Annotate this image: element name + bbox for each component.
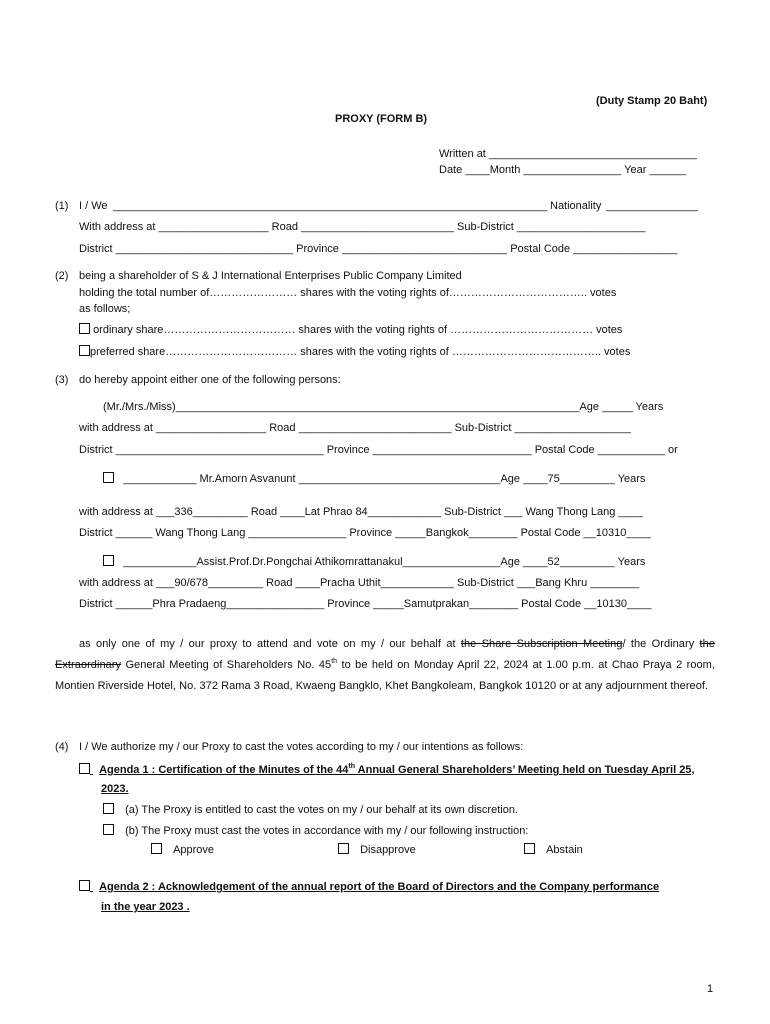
proxy2-district: District ______ Wang Thong Lang ________________ Province _____Bangkok________ Postal Code __10310____ bbox=[79, 527, 651, 539]
struck-share-subscription: the Share Subscription Meeting bbox=[460, 638, 623, 650]
abstain-option bbox=[524, 843, 583, 856]
proxy2-checkbox[interactable] bbox=[103, 472, 114, 483]
section2-number: (2) bbox=[55, 270, 69, 282]
agenda1-title-a: Agenda 1 : Certification of the Minutes of the 44 bbox=[99, 764, 349, 776]
proxy3-checkbox[interactable] bbox=[103, 555, 114, 566]
option-a-checkbox[interactable] bbox=[103, 803, 114, 814]
approve-label: Approve bbox=[173, 844, 215, 856]
proxy-para-text-1: as only one of my / our proxy to attend and vote on my / our behalf at bbox=[79, 638, 461, 650]
date-field[interactable]: Date ____Month ________________ Year ______ bbox=[439, 164, 687, 176]
address-field[interactable]: With address at __________________ Road _________________________ Sub-District _____________________ bbox=[79, 221, 646, 233]
disapprove-checkbox[interactable] bbox=[338, 843, 349, 854]
proxy2-checkbox-row bbox=[103, 472, 645, 485]
form-title: PROXY (FORM B) bbox=[335, 113, 428, 125]
disapprove-label: Disapprove bbox=[360, 844, 416, 856]
proxy3-name: ____________Assist.Prof.Dr.Pongchai Athikomrattanakul________________Age ____52_________ Years bbox=[123, 556, 646, 568]
section1-number: (1) bbox=[55, 200, 69, 212]
agenda1-title-b: Annual General Shareholders’ Meeting held on Tuesday April 25, bbox=[355, 764, 695, 776]
ordinal-suffix: th bbox=[331, 658, 338, 665]
option-a-row bbox=[103, 803, 518, 816]
option-b-label: (b) The Proxy must cast the votes in accordance with my / our following instruction: bbox=[125, 825, 529, 837]
proxy-para-text-3: General Meeting of Shareholders No. 45 bbox=[121, 659, 332, 671]
struck-extraordinary: the Extraordinary bbox=[55, 638, 715, 671]
preferred-share-checkbox[interactable] bbox=[79, 345, 90, 356]
ordinary-share-checkbox[interactable] bbox=[79, 323, 90, 334]
agenda2-checkbox[interactable] bbox=[79, 880, 90, 891]
section3-number: (3) bbox=[55, 374, 69, 386]
nationality-field[interactable]: _______________ bbox=[606, 200, 698, 212]
preferred-share-label: preferred share……………………………… shares with the voting rights of ………………………………….. votes bbox=[90, 346, 631, 358]
agenda1-checkbox[interactable] bbox=[79, 763, 90, 774]
option-a-label: (a) The Proxy is entitled to cast the votes on my / our behalf at its own discretion. bbox=[125, 804, 518, 816]
i-we-label: I / We bbox=[79, 200, 108, 212]
approve-checkbox[interactable] bbox=[151, 843, 162, 854]
proxy1-district-field[interactable]: District __________________________________ Province __________________________ Postal Code ___________ or bbox=[79, 444, 678, 456]
proxy1-name-field[interactable]: (Mr./Mrs./Miss)__________________________________________________________________Age _____ Years bbox=[103, 401, 664, 413]
proxy3-address: with address at ___90/678_________ Road ____Pracha Uthit____________ Sub-District ___Bang Khru ________ bbox=[79, 577, 640, 589]
abstain-label: Abstain bbox=[546, 844, 583, 856]
proxy2-address: with address at ___336_________ Road ____Lat Phrao 84____________ Sub-District ___ Wang Thong Lang ____ bbox=[79, 506, 643, 518]
duty-stamp-label: (Duty Stamp 20 Baht) bbox=[596, 95, 708, 107]
agenda1-suffix: th bbox=[348, 763, 356, 770]
written-at-field[interactable]: Written at __________________________________ bbox=[439, 148, 697, 160]
option-b-row bbox=[103, 824, 528, 837]
name-field[interactable]: _______________________________________________________________________ bbox=[113, 200, 548, 212]
preferred-share-row bbox=[79, 345, 630, 358]
abstain-checkbox[interactable] bbox=[524, 843, 535, 854]
total-shares-field[interactable]: holding the total number of…………………… shares with the voting rights of……………………………….. votes bbox=[79, 287, 617, 299]
ordinary-share-label: ordinary share……………………………… shares with the voting rights of ………………………………… votes bbox=[93, 324, 623, 336]
page-number: 1 bbox=[707, 983, 714, 995]
proxy-para-text-2: / the Ordinary bbox=[622, 638, 700, 650]
proxy2-name: ____________ Mr.Amorn Asvanunt _________________________________Age ____75_________ Years bbox=[123, 473, 646, 485]
proxy1-address-field[interactable]: with address at __________________ Road _________________________ Sub-District ___________________ bbox=[79, 422, 631, 434]
section4-number: (4) bbox=[55, 741, 69, 753]
authorize-title: I / We authorize my / our Proxy to cast the votes according to my / our intentions as follows: bbox=[79, 741, 524, 753]
ordinary-share-row bbox=[79, 323, 622, 336]
agenda1-row bbox=[79, 763, 694, 776]
district-field[interactable]: District _____________________________ Province ___________________________ Postal Code _________________ bbox=[79, 243, 678, 255]
agenda1-year: 2023. bbox=[101, 783, 129, 795]
nationality-label: Nationality bbox=[550, 200, 602, 212]
as-follows-label: as follows; bbox=[79, 303, 131, 315]
proxy3-checkbox-row bbox=[103, 555, 645, 568]
proxy-para-text-4: to be held on Monday April 22, 2024 at 1.00 p.m. at Chao Praya 2 room, Montien Riverside Hotel, No. 372 Rama 3 Road, Kwaeng Bangklo, Khet Bangkoleam, Bangkok 10120 or at any adjournment thereof. bbox=[55, 659, 715, 692]
disapprove-option bbox=[338, 843, 416, 856]
proxy3-district: District ______Phra Pradaeng________________ Province _____Samutprakan________ Postal Code __10130____ bbox=[79, 598, 652, 610]
agenda2-year: in the year 2023 . bbox=[101, 901, 190, 913]
option-b-checkbox[interactable] bbox=[103, 824, 114, 835]
agenda2-title: Agenda 2 : Acknowledgement of the annual report of the Board of Directors and the Company performance bbox=[99, 881, 660, 893]
approve-option bbox=[151, 843, 214, 856]
proxy-authority-paragraph bbox=[55, 634, 715, 697]
appoint-title: do hereby appoint either one of the following persons: bbox=[79, 374, 341, 386]
shareholder-line: being a shareholder of S & J International Enterprises Public Company Limited bbox=[79, 270, 462, 282]
agenda2-row bbox=[79, 880, 659, 893]
